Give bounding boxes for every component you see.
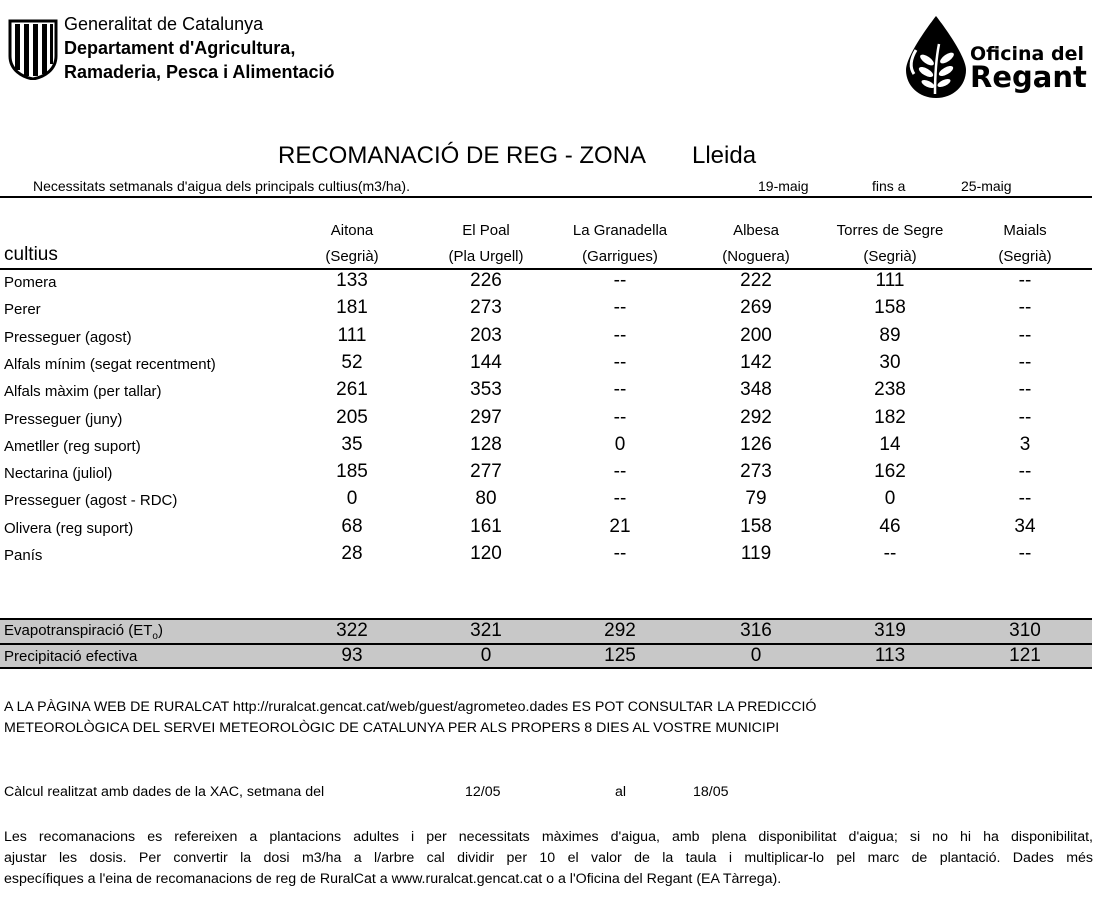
table-cell: 126 <box>740 433 772 455</box>
table-cell: 0 <box>614 433 626 455</box>
ruralcat-line-1: A LA PÀGINA WEB DE RURALCAT http://ruralcat.gencat.cat/web/guest/agrometeo.dades ES POT CONSULTAR LA PREDICCIÓ <box>4 699 817 715</box>
table-cell: -- <box>613 379 627 401</box>
organization-name <box>64 12 334 84</box>
column-region: (Segrià) <box>325 248 379 265</box>
ruralcat-line-2: METEOROLÒGICA DEL SERVEI METEOROLÒGIC DE CATALUNYA PER ALS PROPERS 8 DIES AL VOSTRE MUNICIPI <box>4 720 780 736</box>
table-cell: 226 <box>470 270 502 291</box>
column-name: Albesa <box>733 222 779 239</box>
precip-value: 0 <box>750 645 762 666</box>
table-cell: 277 <box>470 461 502 483</box>
row-header: cultius <box>4 244 58 265</box>
table-cell: 348 <box>740 379 772 401</box>
calc-separator: al <box>615 784 627 800</box>
table-cell: -- <box>1018 351 1032 373</box>
crop-label: Nectarina (juliol) <box>4 465 113 483</box>
ruralcat-notice <box>4 697 816 739</box>
table-cell: 79 <box>745 488 767 510</box>
table-cell: 35 <box>341 433 363 455</box>
org-line-3: Ramaderia, Pesca i Alimentació <box>64 62 335 82</box>
table-cell: 0 <box>884 488 896 510</box>
et-value: 316 <box>740 620 772 641</box>
crop-label: Presseguer (agost) <box>4 328 132 346</box>
table-cell: -- <box>613 297 627 319</box>
table-cell: 0 <box>346 488 358 510</box>
date-to: 25-maig <box>961 178 1012 194</box>
column-region: (Segrià) <box>863 248 917 265</box>
precip-value: 113 <box>874 645 906 666</box>
column-name: Torres de Segre <box>836 222 944 239</box>
brand-line-2: Regant <box>970 60 1087 94</box>
column-region: (Segrià) <box>998 248 1052 265</box>
generalitat-shield-icon <box>6 18 60 80</box>
table-cell: 292 <box>740 406 772 428</box>
et-value: 310 <box>1009 620 1041 641</box>
table-cell: 181 <box>336 297 368 319</box>
footer-line-1: Les recomanacions es refereixen a plantacions adultes i per necessitats màximes d'aigua, amb plena disponibilitat d'aigua; si no hi ha disponibilitat, <box>4 829 1093 845</box>
column-name: Maials <box>1003 222 1047 239</box>
table-cell: -- <box>1018 488 1032 510</box>
footer-notes <box>4 827 1093 890</box>
table-cell: -- <box>613 270 627 291</box>
table-cell: 161 <box>470 515 502 537</box>
et-bottom-divider <box>0 643 1092 645</box>
column-name: La Granadella <box>572 222 668 239</box>
table-cell: 68 <box>341 515 363 537</box>
crop-label: Presseguer (agost - RDC) <box>4 492 178 510</box>
calc-label: Càlcul realitzat amb dades de la XAC, setmana del <box>4 784 325 800</box>
crop-label: Presseguer (juny) <box>4 410 123 428</box>
table-cell: 128 <box>470 433 502 455</box>
precip-value: 125 <box>604 645 636 666</box>
date-separator: fins a <box>872 178 906 194</box>
table-cell: -- <box>883 543 897 564</box>
precip-value: 121 <box>1009 645 1041 666</box>
table-cell: -- <box>1018 379 1032 401</box>
table-cell: 205 <box>336 406 368 428</box>
precip-band <box>0 645 1092 668</box>
column-name: Aitona <box>330 222 374 239</box>
table-cell: -- <box>613 461 627 483</box>
table-cell: 30 <box>879 351 901 373</box>
et-value: 321 <box>470 620 502 641</box>
table-cell: 273 <box>470 297 502 319</box>
et-value: 322 <box>336 620 368 641</box>
org-line-1: Generalitat de Catalunya <box>64 14 264 34</box>
brand-name <box>970 45 1087 92</box>
column-name: El Poal <box>462 222 510 239</box>
table-cell: 119 <box>740 543 772 564</box>
table-cell: 182 <box>874 406 906 428</box>
crop-label: Pomera <box>4 274 57 291</box>
table-cell: 158 <box>874 297 906 319</box>
page-title: RECOMANACIÓ DE REG - ZONA <box>278 142 647 169</box>
table-cell: 46 <box>879 515 901 537</box>
et-value: 292 <box>604 620 636 641</box>
column-region: (Noguera) <box>722 248 790 265</box>
table-cell: 353 <box>470 379 502 401</box>
org-line-2: Departament d'Agricultura, <box>64 38 296 58</box>
table-cell: 142 <box>740 351 772 373</box>
table-cell: 269 <box>740 297 772 319</box>
et-top-divider <box>0 618 1092 620</box>
precip-value: 93 <box>341 645 363 666</box>
table-cell: 120 <box>470 543 502 564</box>
table-cell: -- <box>1018 270 1032 291</box>
et-band <box>0 619 1092 643</box>
precip-value: 0 <box>480 645 492 666</box>
table-cell: 200 <box>740 324 772 346</box>
table-cell: 21 <box>609 515 631 537</box>
table-cell: -- <box>613 351 627 373</box>
calc-from: 12/05 <box>465 784 501 800</box>
table-cell: 89 <box>879 324 901 346</box>
table-cell: -- <box>613 324 627 346</box>
water-drop-leaf-icon <box>902 14 972 100</box>
table-cell: 80 <box>475 488 497 510</box>
table-cell: 238 <box>874 379 906 401</box>
precip-label: Precipitació efectiva <box>4 648 138 665</box>
table-cell: -- <box>613 406 627 428</box>
table-cell: 144 <box>470 351 502 373</box>
crop-label: Alfals mínim (segat recentment) <box>4 355 216 373</box>
table-cell: 185 <box>336 461 368 483</box>
table-cell: -- <box>613 543 627 564</box>
table-cell: 222 <box>740 270 772 291</box>
subtitle: Necessitats setmanals d'aigua dels principals cultius(m3/ha). <box>33 178 410 194</box>
et-value: 319 <box>874 620 906 641</box>
footer-line-3: específiques a l'eina de recomanacions de reg de RuralCat a www.ruralcat.gencat.cat o a l'Oficina del Regant (EA Tàrrega). <box>4 871 782 887</box>
table-cell: 203 <box>470 324 502 346</box>
table-cell: 162 <box>874 461 906 483</box>
precip-bottom-divider <box>0 667 1092 669</box>
brand-line-1: Oficina del <box>970 43 1084 65</box>
table-cell: 111 <box>337 324 367 346</box>
table-cell: 14 <box>879 433 901 455</box>
table-cell: 273 <box>740 461 772 483</box>
date-from: 19-maig <box>758 178 809 194</box>
table-cell: 158 <box>740 515 772 537</box>
crop-label: Olivera (reg suport) <box>4 519 134 537</box>
crop-label: Alfals màxim (per tallar) <box>4 383 162 401</box>
column-region: (Pla Urgell) <box>448 248 524 265</box>
table-cell: 52 <box>341 351 363 373</box>
table-cell: 297 <box>470 406 502 428</box>
table-cell: 261 <box>336 379 368 401</box>
et-label: Evapotranspiració $(ET_o)$ <box>4 622 163 642</box>
table-cell: 34 <box>1014 515 1036 537</box>
table-cell: 111 <box>875 270 905 291</box>
table-cell: 28 <box>341 543 363 564</box>
table-cell: -- <box>613 488 627 510</box>
table-cell: -- <box>1018 297 1032 319</box>
zone-name: Lleida <box>692 142 757 169</box>
table-cell: -- <box>1018 543 1032 564</box>
table-cell: -- <box>1018 406 1032 428</box>
title-divider <box>0 196 1092 198</box>
table-cell: -- <box>1018 461 1032 483</box>
crop-label: Panís <box>4 547 43 564</box>
calc-to: 18/05 <box>693 784 729 800</box>
footer-line-2: ajustar les dosis. Per convertir la dosi m3/ha a l/arbre cal dividir per 10 el valor de la taula i multiplicar-lo pel marc de plantació. Dades més <box>4 850 1093 866</box>
table-cell: -- <box>1018 324 1032 346</box>
column-region: (Garrigues) <box>582 248 658 265</box>
table-cell: 3 <box>1019 433 1031 455</box>
crop-label: Ametller (reg suport) <box>4 437 141 455</box>
crop-label: Perer <box>4 301 41 319</box>
table-cell: 133 <box>336 270 368 291</box>
header-divider <box>0 268 1092 270</box>
